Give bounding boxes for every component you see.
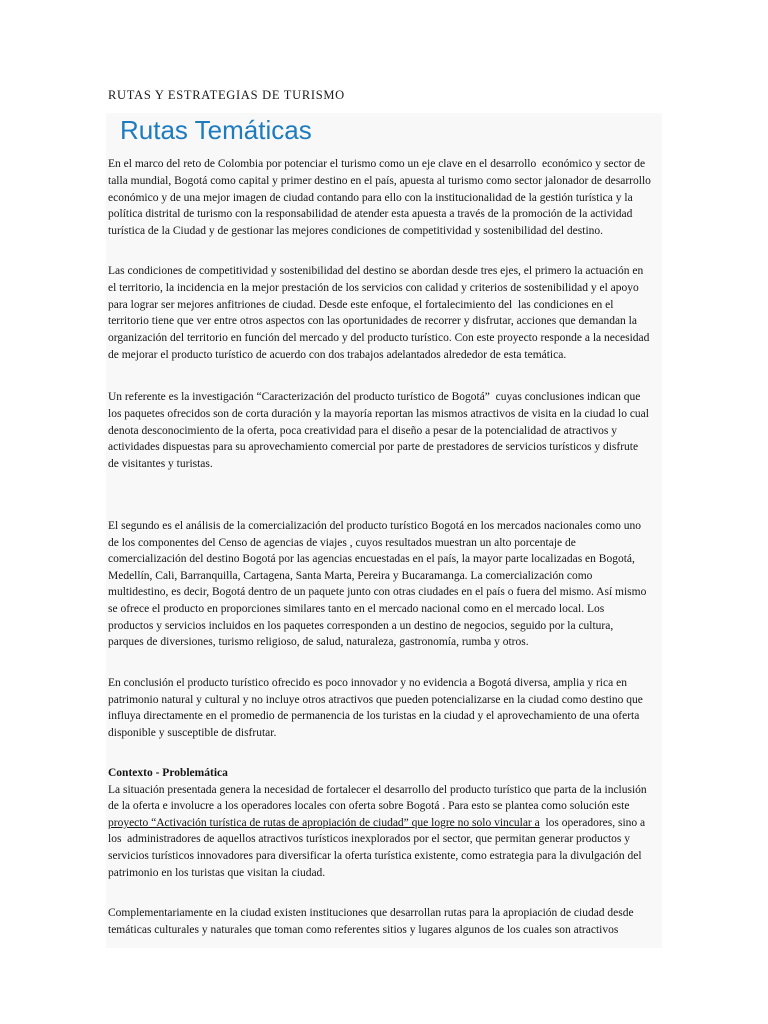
underlined-text: proyecto “Activación turística de rutas de apropiación de ciudad” que logre no solo vincular a	[108, 816, 540, 829]
line-text: los operadores, sino a	[539, 816, 646, 829]
context-section	[108, 765, 647, 881]
paragraph-line: Las condiciones de competitividad y sostenibilidad del destino se abordan desde tres ejes, el primero la actuación en	[108, 265, 644, 277]
paragraph-line: productos y servicios incluidos en los paquetes corresponden a un destino de negocios, seguido por la cultura,	[108, 619, 614, 632]
paragraph-line: se ofrece el producto en proporciones similares tanto en el mercado nacional como en el mercado local. Los	[108, 602, 605, 615]
paragraph-line: organización del territorio en función del mercado y del producto turístico. Con este proyecto responde a la necesidad	[108, 332, 650, 345]
paragraph-3	[108, 389, 649, 473]
paragraph-line: territorio tiene que ver entre otros aspectos con las oportunidades de recorrer y disfrutar, acciones que demandan la	[108, 315, 637, 328]
paragraph-line	[108, 815, 647, 832]
paragraph-line: patrimonio natural y cultural y no incluye otros atractivos que pueden potencializarse en la ciudad como destino que	[108, 693, 643, 706]
paragraph-line: política distrital de turismo con la responsabilidad de atender esta apuesta a través de la promoción de la actividad	[108, 208, 633, 221]
paragraph-line: comercialización del destino Bogotá por las agencias encuestadas en el país, la mayor parte localizadas en Bogotá,	[108, 553, 635, 566]
paragraph-line: denota desconocimiento de la oferta, poca creatividad para el diseño a pesar de la potencialidad de atractivos y	[108, 424, 617, 437]
paragraph-4	[108, 518, 646, 651]
paragraph-line: La situación presentada genera la necesidad de fortalecer el desarrollo del producto turístico que parta de la inclusión	[108, 783, 647, 796]
paragraph-line: los paquetes ofrecidos son de corta duración y la mayoría reportan las mismos atractivos de visita en la ciudad lo cual	[108, 407, 649, 420]
paragraph-line: influya directamente en el promedio de permanencia de los turistas en la ciudad y el aprovechamiento de una oferta	[108, 710, 640, 723]
paragraph-line: de mejorar el producto turístico de acuerdo con dos trabajos adelantados alrededor de esta temática.	[108, 348, 567, 361]
paragraph-line: el territorio, la incidencia en la mejor prestación de los servicios con calidad y criterios de sostenibilidad y el apoyo	[108, 281, 639, 294]
paragraph-line: económico y de una mejor imagen de ciudad contando para ello con la institucionalidad de la gestión turística y la	[108, 191, 633, 204]
paragraph-line: de visitantes y turistas.	[108, 458, 213, 471]
paragraph-line: multidestino, es decir, Bogotá dentro de un paquete junto con otras ciudades en el país o fuera del mismo. Así mismo	[108, 586, 647, 599]
paragraph-closing	[108, 905, 634, 938]
paragraph-1	[108, 156, 651, 240]
paragraph-line: temáticas culturales y naturales que toman como referentes sitios y lugares algunos de los cuales son atractivos	[108, 923, 619, 936]
paragraph-line: En conclusión el producto turístico ofrecido es poco innovador y no evidencia a Bogotá diversa, amplia y rica en	[108, 677, 627, 689]
paragraph-line: turística de la Ciudad y de gestionar las mejores condiciones de competitividad y sostenibilidad del destino.	[108, 225, 604, 238]
paragraph-line: patrimonio en los turistas que visitan la ciudad.	[108, 866, 326, 879]
paragraph-line: talla mundial, Bogotá como capital y primer destino en el país, apuesta al turismo como sector jalonador de desarrollo	[108, 174, 651, 187]
paragraph-line: de la oferta e involucre a los operadores locales con oferta sobre Bogotá . Para esto se plantea como solución este	[108, 800, 630, 813]
paragraph-line: servicios turísticos innovadores para diversificar la oferta turística existente, como estrategia para la divulgación del	[108, 849, 642, 862]
paragraph-line: Complementariamente en la ciudad existen instituciones que desarrollan rutas para la apropiación de ciudad desde	[108, 907, 634, 919]
paragraph-line: Un referente es la investigación “Caracterización del producto turístico de Bogotá” cuyas conclusiones indican que	[108, 391, 641, 403]
paragraph-line: parques de diversiones, turismo religioso, de salud, naturaleza, gastronomía, rumba y otros.	[108, 636, 529, 649]
paragraph-2	[108, 263, 649, 364]
paragraph-5	[108, 675, 643, 741]
document-header: RUTAS Y ESTRATEGIAS DE TURISMO	[108, 88, 345, 102]
paragraph-line: los administradores de aquellos atractivos turísticos inexplorados por el sector, que permitan generar productos y	[108, 833, 631, 846]
paragraph-line: El segundo es el análisis de la comercialización del producto turístico Bogotá en los mercados nacionales como uno	[108, 520, 641, 532]
page-title: Rutas Temáticas	[120, 115, 312, 145]
paragraph-line: para lograr ser mejores anfitriones de ciudad. Desde este enfoque, el fortalecimiento del las condiciones en el	[108, 298, 614, 311]
paragraph-line: En el marco del reto de Colombia por potenciar el turismo como un eje clave en el desarrollo económico y sector de	[108, 158, 646, 170]
paragraph-line: actividades dispuestas para su aprovechamiento comercial por parte de prestadores de servicios turísticos y disfrute	[108, 441, 639, 454]
paragraph-line: Medellín, Cali, Barranquilla, Cartagena, Santa Marta, Pereira y Bucaramanga. La comercialización como	[108, 569, 593, 582]
section-heading: Contexto - Problemática	[108, 767, 228, 779]
paragraph-line: disponible y susceptible de disfrutar.	[108, 726, 277, 739]
paragraph-line: de los componentes del Censo de agencias de viajes , cuyos resultados muestran un alto porcentaje de	[108, 536, 576, 549]
